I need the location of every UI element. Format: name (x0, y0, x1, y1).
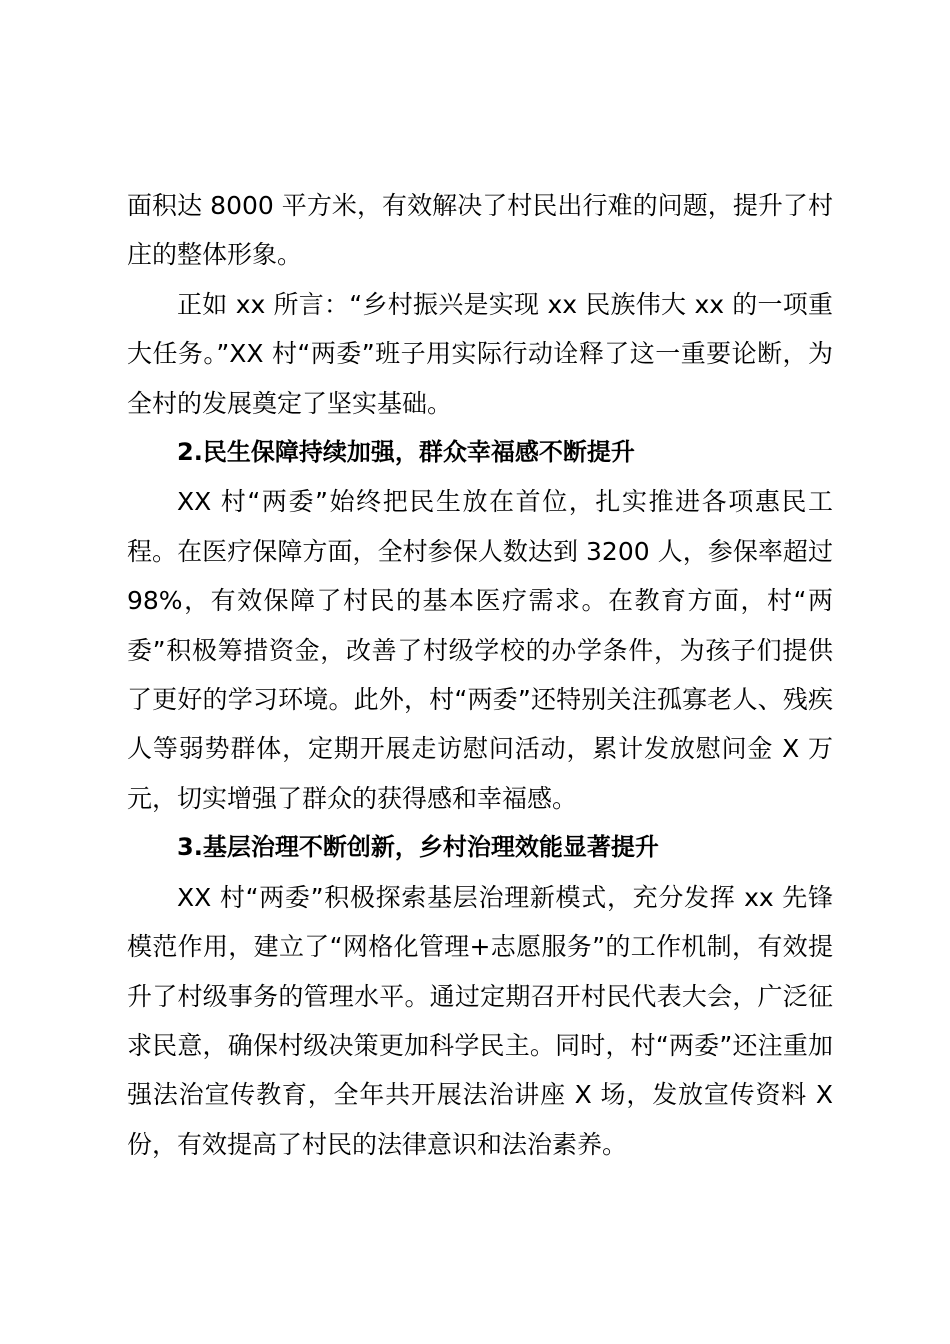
document-body (127, 181, 833, 1169)
heading-livelihood: 2.民生保障持续加强，群众幸福感不断提升 (177, 438, 635, 467)
paragraph-road-area: 面积达 8000 平方米，有效解决了村民出行难的问题，提升了村庄的整体形象。 (127, 191, 833, 270)
paragraph-livelihood: XX 村“两委”始终把民生放在首位，扎实推进各项惠民工程。在医疗保障方面，全村参保人数达到 3200 人，参保率超过 98%，有效保障了村民的基本医疗需求。在教育方面，村“两委”积极筹措资金，改善了村级学校的办学条件，为孩子们提供了更好的学习环境。此外，村“两委”还特别关注孤寡老人、残疾人等弱势群体，定期开展走访慰问活动，累计发放慰问金 X 万元，切实增强了群众的获得感和幸福感。 (127, 487, 833, 813)
paragraph-governance: XX 村“两委”积极探索基层治理新模式，充分发挥 xx 先锋模范作用，建立了“网格化管理+志愿服务”的工作机制，有效提升了村级事务的管理水平。通过定期召开村民代表大会，广泛征求民意，确保村级决策更加科学民主。同时，村“两委”还注重加强法治宣传教育，全年共开展法治讲座 X 场，发放宣传资料 X 份，有效提高了村民的法律意识和法治素养。 (127, 882, 833, 1159)
paragraph-quote: 正如 xx 所言：“乡村振兴是实现 xx 民族伟大 xx 的一项重大任务。”XX 村“两委”班子用实际行动诠释了这一重要论断，为全村的发展奠定了坚实基础。 (127, 289, 833, 418)
heading-governance: 3.基层治理不断创新，乡村治理效能显著提升 (177, 833, 659, 862)
